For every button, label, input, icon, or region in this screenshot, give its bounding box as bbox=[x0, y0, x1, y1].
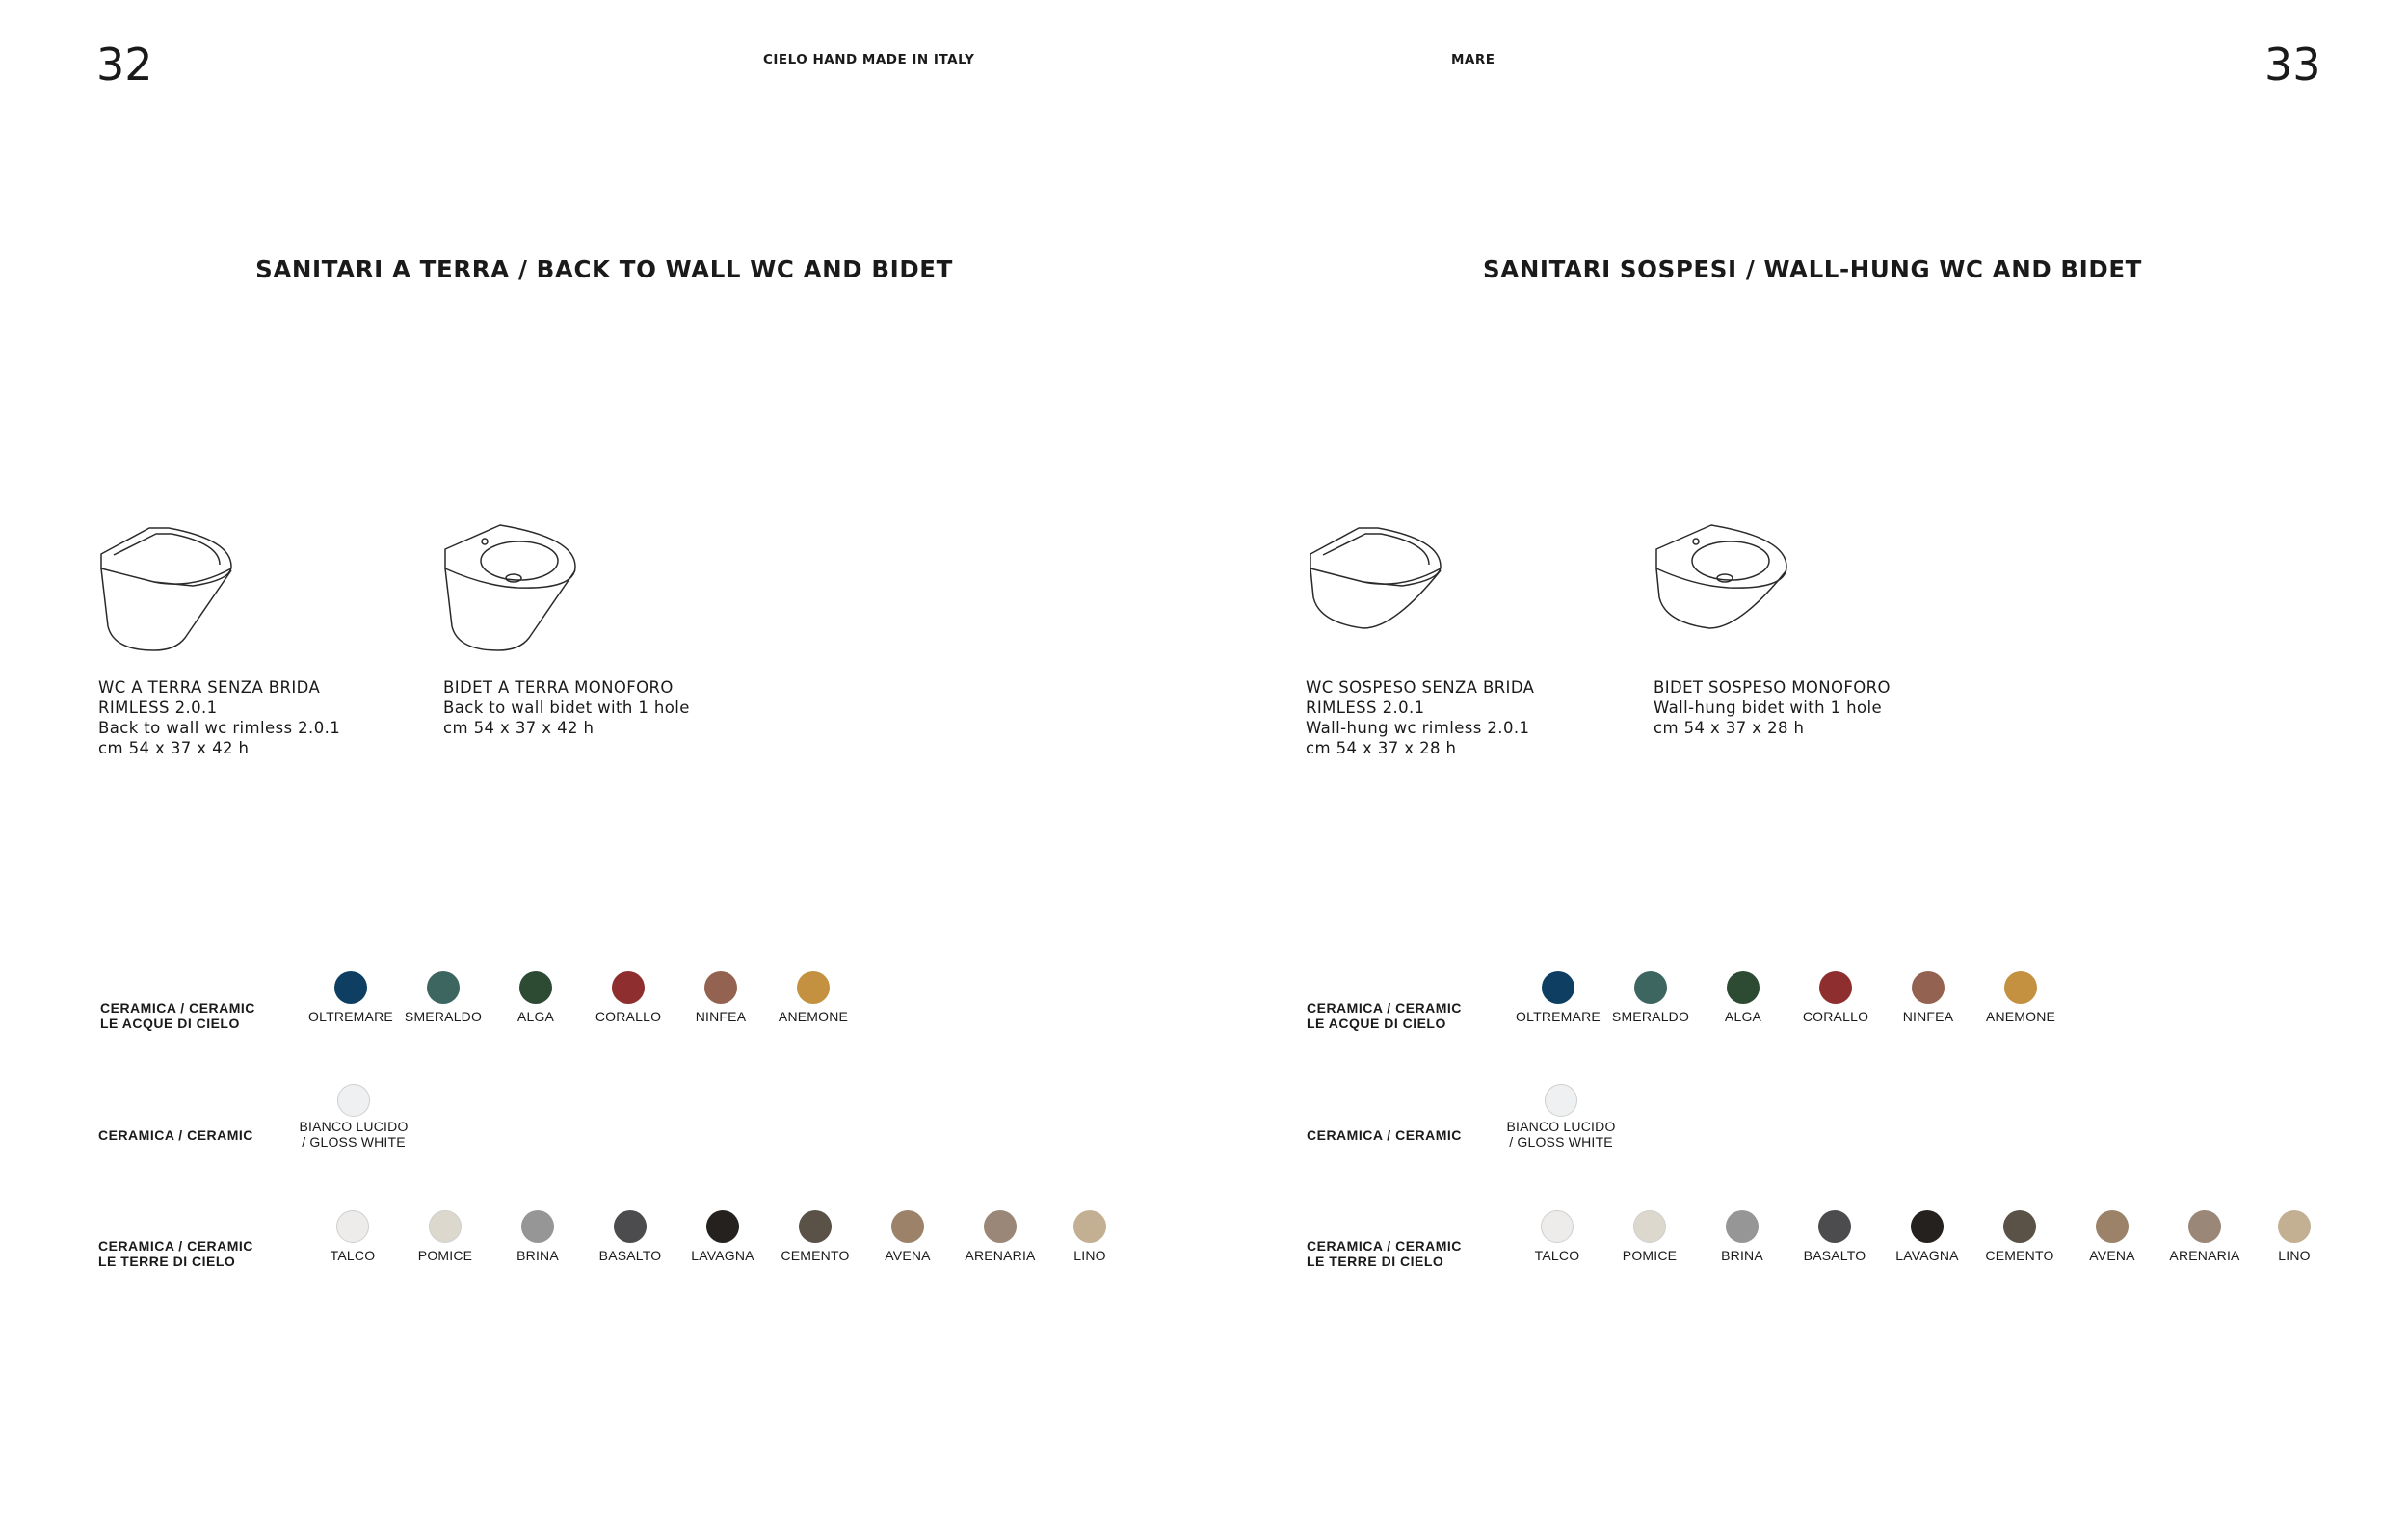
swatch-dot bbox=[1727, 971, 1760, 1004]
section-title-left: SANITARI A TERRA / BACK TO WALL WC AND BIDET bbox=[255, 255, 953, 283]
swatch-smeraldo bbox=[1602, 971, 1699, 1029]
swatch-name: ANEMONE bbox=[778, 1009, 849, 1024]
swatch-name: SMERALDO bbox=[404, 1009, 483, 1024]
swatch-dot bbox=[519, 971, 552, 1004]
swatch-name-line: BIANCO LUCIDO bbox=[299, 1119, 409, 1134]
swatch-name: ANEMONE bbox=[1985, 1009, 2056, 1024]
row-label-line: LE TERRE DI CIELO bbox=[1307, 1254, 1444, 1269]
product-text-line: BIDET SOSPESO MONOFORO bbox=[1654, 678, 1891, 697]
swatch-dot bbox=[891, 1210, 924, 1243]
finish-row-label-bianco-right bbox=[1307, 1127, 1462, 1143]
swatch-dot bbox=[704, 971, 737, 1004]
row-label-line: CERAMICA / CERAMIC bbox=[1307, 1238, 1462, 1254]
swatch-name: POMICE bbox=[1622, 1248, 1678, 1263]
product-text-line: RIMLESS 2.0.1 bbox=[1306, 699, 1425, 717]
swatch-dot bbox=[427, 971, 460, 1004]
swatch-dot bbox=[2003, 1210, 2036, 1243]
swatch-dot bbox=[2188, 1210, 2221, 1243]
swatch-name: BASALTO bbox=[1803, 1248, 1866, 1263]
row-label-line: CERAMICA / CERAMIC bbox=[98, 1238, 253, 1254]
swatch-ninfea bbox=[1880, 971, 1976, 1029]
swatch-name: ARENARIA bbox=[965, 1248, 1036, 1263]
swatch-brina bbox=[490, 1210, 586, 1268]
swatch-dot bbox=[2278, 1210, 2311, 1243]
swatch-name: ARENARIA bbox=[2169, 1248, 2240, 1263]
swatch-name: CEMENTO bbox=[781, 1248, 850, 1263]
swatch-avena bbox=[2064, 1210, 2160, 1268]
swatch-name-line: / GLOSS WHITE bbox=[1509, 1134, 1613, 1149]
swatch-corallo bbox=[1787, 971, 1884, 1029]
product-description-floor-bidet bbox=[443, 677, 690, 738]
swatch-name bbox=[299, 1119, 408, 1149]
finish-row-label-terre-left bbox=[98, 1238, 253, 1269]
product-description-wall-wc bbox=[1306, 677, 1534, 758]
swatch-corallo bbox=[580, 971, 676, 1029]
floor-wc-drawing bbox=[96, 520, 241, 660]
product-text-line: WC SOSPESO SENZA BRIDA bbox=[1306, 678, 1535, 697]
floor-bidet-drawing bbox=[440, 520, 585, 660]
swatch-cemento bbox=[1971, 1210, 2068, 1268]
swatch-name: SMERALDO bbox=[1611, 1009, 1690, 1024]
swatch-name: TALCO bbox=[330, 1248, 376, 1263]
swatch-name: AVENA bbox=[885, 1248, 931, 1263]
product-text-line: cm 54 x 37 x 28 h bbox=[1306, 739, 1457, 757]
product-text-line: Wall-hung wc rimless 2.0.1 bbox=[1306, 719, 1530, 737]
product-text-line: Back to wall wc rimless 2.0.1 bbox=[98, 719, 341, 737]
swatch-dot bbox=[337, 1084, 370, 1117]
row-label-line: LE ACQUE DI CIELO bbox=[1307, 1016, 1446, 1031]
swatch-bianco-lucido bbox=[1506, 1084, 1616, 1161]
product-description-wall-bidet bbox=[1654, 677, 1891, 738]
running-head-right: MARE bbox=[1451, 52, 1495, 67]
swatch-name: LAVAGNA bbox=[691, 1248, 754, 1263]
swatch-dot bbox=[1726, 1210, 1759, 1243]
swatch-dot bbox=[1911, 1210, 1944, 1243]
swatch-dot bbox=[1819, 971, 1852, 1004]
swatch-dot bbox=[1073, 1210, 1106, 1243]
swatch-dot bbox=[2004, 971, 2037, 1004]
swatch-dot bbox=[1545, 1084, 1577, 1117]
swatch-lavagna bbox=[675, 1210, 771, 1268]
product-text-line: cm 54 x 37 x 28 h bbox=[1654, 719, 1805, 737]
finish-row-label-acque-right bbox=[1307, 1000, 1462, 1031]
swatch-alga bbox=[488, 971, 584, 1029]
swatch-cemento bbox=[767, 1210, 863, 1268]
swatch-name: ALGA bbox=[516, 1009, 555, 1024]
swatch-dot bbox=[2096, 1210, 2129, 1243]
swatch-talco bbox=[1509, 1210, 1605, 1268]
swatch-name: BASALTO bbox=[598, 1248, 662, 1263]
swatch-pomice bbox=[397, 1210, 493, 1268]
swatch-avena bbox=[860, 1210, 956, 1268]
swatch-anemone bbox=[1972, 971, 2069, 1029]
section-title-right: SANITARI SOSPESI / WALL-HUNG WC AND BIDET bbox=[1483, 255, 2142, 283]
swatch-name: LAVAGNA bbox=[1895, 1248, 1959, 1263]
row-label-line: CERAMICA / CERAMIC bbox=[100, 1000, 255, 1016]
swatch-dot bbox=[612, 971, 645, 1004]
swatch-dot bbox=[1818, 1210, 1851, 1243]
swatch-basalto bbox=[1786, 1210, 1883, 1268]
product-text-line: WC A TERRA SENZA BRIDA bbox=[98, 678, 321, 697]
swatch-lavagna bbox=[1879, 1210, 1975, 1268]
swatch-name: BRINA bbox=[516, 1248, 559, 1263]
swatch-dot bbox=[1633, 1210, 1666, 1243]
swatch-name: AVENA bbox=[2089, 1248, 2135, 1263]
swatch-arenaria bbox=[952, 1210, 1048, 1268]
finish-row-label-bianco-left bbox=[98, 1127, 253, 1143]
swatch-ninfea bbox=[673, 971, 769, 1029]
row-label-line: CERAMICA / CERAMIC bbox=[1307, 1127, 1462, 1143]
swatch-lino bbox=[2246, 1210, 2342, 1268]
row-label-line: LE TERRE DI CIELO bbox=[98, 1254, 236, 1269]
swatch-name: BRINA bbox=[1721, 1248, 1763, 1263]
running-head-left: CIELO HAND MADE IN ITALY bbox=[763, 52, 975, 67]
product-text-line: Back to wall bidet with 1 hole bbox=[443, 699, 690, 717]
swatch-name: CEMENTO bbox=[1985, 1248, 2054, 1263]
swatch-dot bbox=[1541, 1210, 1574, 1243]
swatch-bianco-lucido bbox=[299, 1084, 409, 1161]
swatch-oltremare bbox=[1510, 971, 1606, 1029]
product-text-line: Wall-hung bidet with 1 hole bbox=[1654, 699, 1883, 717]
product-description-floor-wc bbox=[98, 677, 340, 758]
swatch-lino bbox=[1042, 1210, 1138, 1268]
swatch-dot bbox=[797, 971, 830, 1004]
row-label-line: CERAMICA / CERAMIC bbox=[1307, 1000, 1462, 1016]
swatch-name: OLTREMARE bbox=[1516, 1009, 1601, 1024]
swatch-smeraldo bbox=[395, 971, 491, 1029]
swatch-name: TALCO bbox=[1534, 1248, 1580, 1263]
swatch-dot bbox=[429, 1210, 462, 1243]
swatch-alga bbox=[1695, 971, 1791, 1029]
wall-wc-drawing bbox=[1306, 520, 1450, 636]
row-label-line: CERAMICA / CERAMIC bbox=[98, 1127, 253, 1143]
swatch-name: NINFEA bbox=[695, 1009, 747, 1024]
page-number-right: 33 bbox=[2264, 39, 2321, 91]
swatch-name-line: / GLOSS WHITE bbox=[302, 1134, 406, 1149]
wall-bidet-drawing bbox=[1652, 520, 1796, 636]
swatch-name: NINFEA bbox=[1902, 1009, 1954, 1024]
swatch-name: ALGA bbox=[1724, 1009, 1762, 1024]
swatch-dot bbox=[706, 1210, 739, 1243]
swatch-dot bbox=[614, 1210, 647, 1243]
swatch-brina bbox=[1694, 1210, 1790, 1268]
swatch-dot bbox=[1634, 971, 1667, 1004]
swatch-arenaria bbox=[2157, 1210, 2253, 1268]
swatch-dot bbox=[521, 1210, 554, 1243]
swatch-name: POMICE bbox=[417, 1248, 473, 1263]
product-text-line: cm 54 x 37 x 42 h bbox=[98, 739, 250, 757]
finish-row-label-acque-left bbox=[100, 1000, 255, 1031]
swatch-dot bbox=[984, 1210, 1017, 1243]
swatch-name bbox=[1506, 1119, 1615, 1149]
swatch-dot bbox=[334, 971, 367, 1004]
swatch-name-line: BIANCO LUCIDO bbox=[1506, 1119, 1616, 1134]
product-text-line: RIMLESS 2.0.1 bbox=[98, 699, 218, 717]
row-label-line: LE ACQUE DI CIELO bbox=[100, 1016, 240, 1031]
product-text-line: BIDET A TERRA MONOFORO bbox=[443, 678, 674, 697]
swatch-name: CORALLO bbox=[1802, 1009, 1869, 1024]
swatch-basalto bbox=[582, 1210, 678, 1268]
swatch-name: LINO bbox=[1073, 1248, 1106, 1263]
product-text-line: cm 54 x 37 x 42 h bbox=[443, 719, 595, 737]
swatch-talco bbox=[304, 1210, 401, 1268]
swatch-oltremare bbox=[303, 971, 399, 1029]
swatch-name: OLTREMARE bbox=[308, 1009, 393, 1024]
swatch-dot bbox=[1542, 971, 1574, 1004]
swatch-name: CORALLO bbox=[595, 1009, 662, 1024]
swatch-anemone bbox=[765, 971, 861, 1029]
page-number-left: 32 bbox=[96, 39, 153, 91]
swatch-pomice bbox=[1601, 1210, 1698, 1268]
finish-row-label-terre-right bbox=[1307, 1238, 1462, 1269]
swatch-name: LINO bbox=[2278, 1248, 2311, 1263]
swatch-dot bbox=[336, 1210, 369, 1243]
swatch-dot bbox=[1912, 971, 1945, 1004]
swatch-dot bbox=[799, 1210, 832, 1243]
